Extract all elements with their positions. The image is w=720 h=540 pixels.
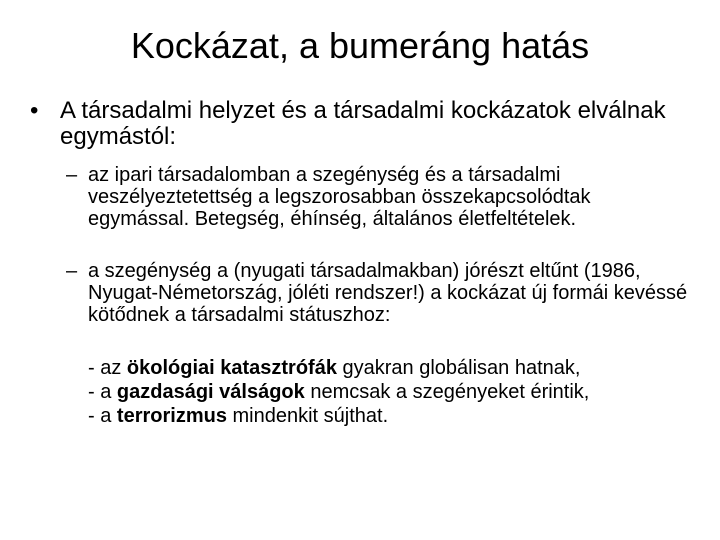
sub-item	[66, 164, 696, 230]
risk-line-emphasis: terrorizmus	[116, 405, 227, 427]
risk-line-prefix: - a	[88, 381, 117, 403]
sub-item	[66, 260, 696, 326]
risk-line-emphasis: ökológiai katasztrófák	[126, 357, 337, 379]
main-bullet	[30, 98, 690, 150]
sub-item-text: a szegénység a (nyugati társadalmakban) jórészt eltűnt (1986, Nyugat-Németország, jóléti rendszer!) a kockázat új formái kevéssé kötődnek a társadalmi státuszhoz:	[88, 260, 688, 326]
risk-line-prefix: - az	[88, 357, 127, 379]
risk-line-emphasis: gazdasági válságok	[116, 381, 305, 403]
main-bullet-text: A társadalmi helyzet és a társadalmi kockázatok elválnak egymástól:	[60, 97, 666, 150]
risk-line-economy	[66, 380, 696, 404]
risk-list	[66, 356, 696, 428]
risk-line-prefix: - a	[88, 405, 117, 427]
risk-line-suffix: mindenkit sújthat.	[226, 405, 389, 427]
risk-line-suffix: gyakran globálisan hatnak,	[336, 357, 581, 379]
slide-title: Kockázat, a bumeráng hatás	[130, 25, 590, 66]
risk-line-suffix: nemcsak a szegényeket érintik,	[304, 381, 590, 403]
sub-item-marker: –	[66, 164, 78, 186]
risk-line-ecology	[66, 356, 696, 380]
sub-item-marker: –	[66, 260, 78, 282]
bullet-marker: •	[30, 97, 39, 124]
sub-item-text: az ipari társadalomban a szegénység és a társadalmi veszélyeztetettség a legszorosabban összekapcsolódtak egymással. Betegség, éhínség, általános életfeltételek.	[88, 164, 591, 230]
risk-line-terrorism	[66, 404, 696, 428]
